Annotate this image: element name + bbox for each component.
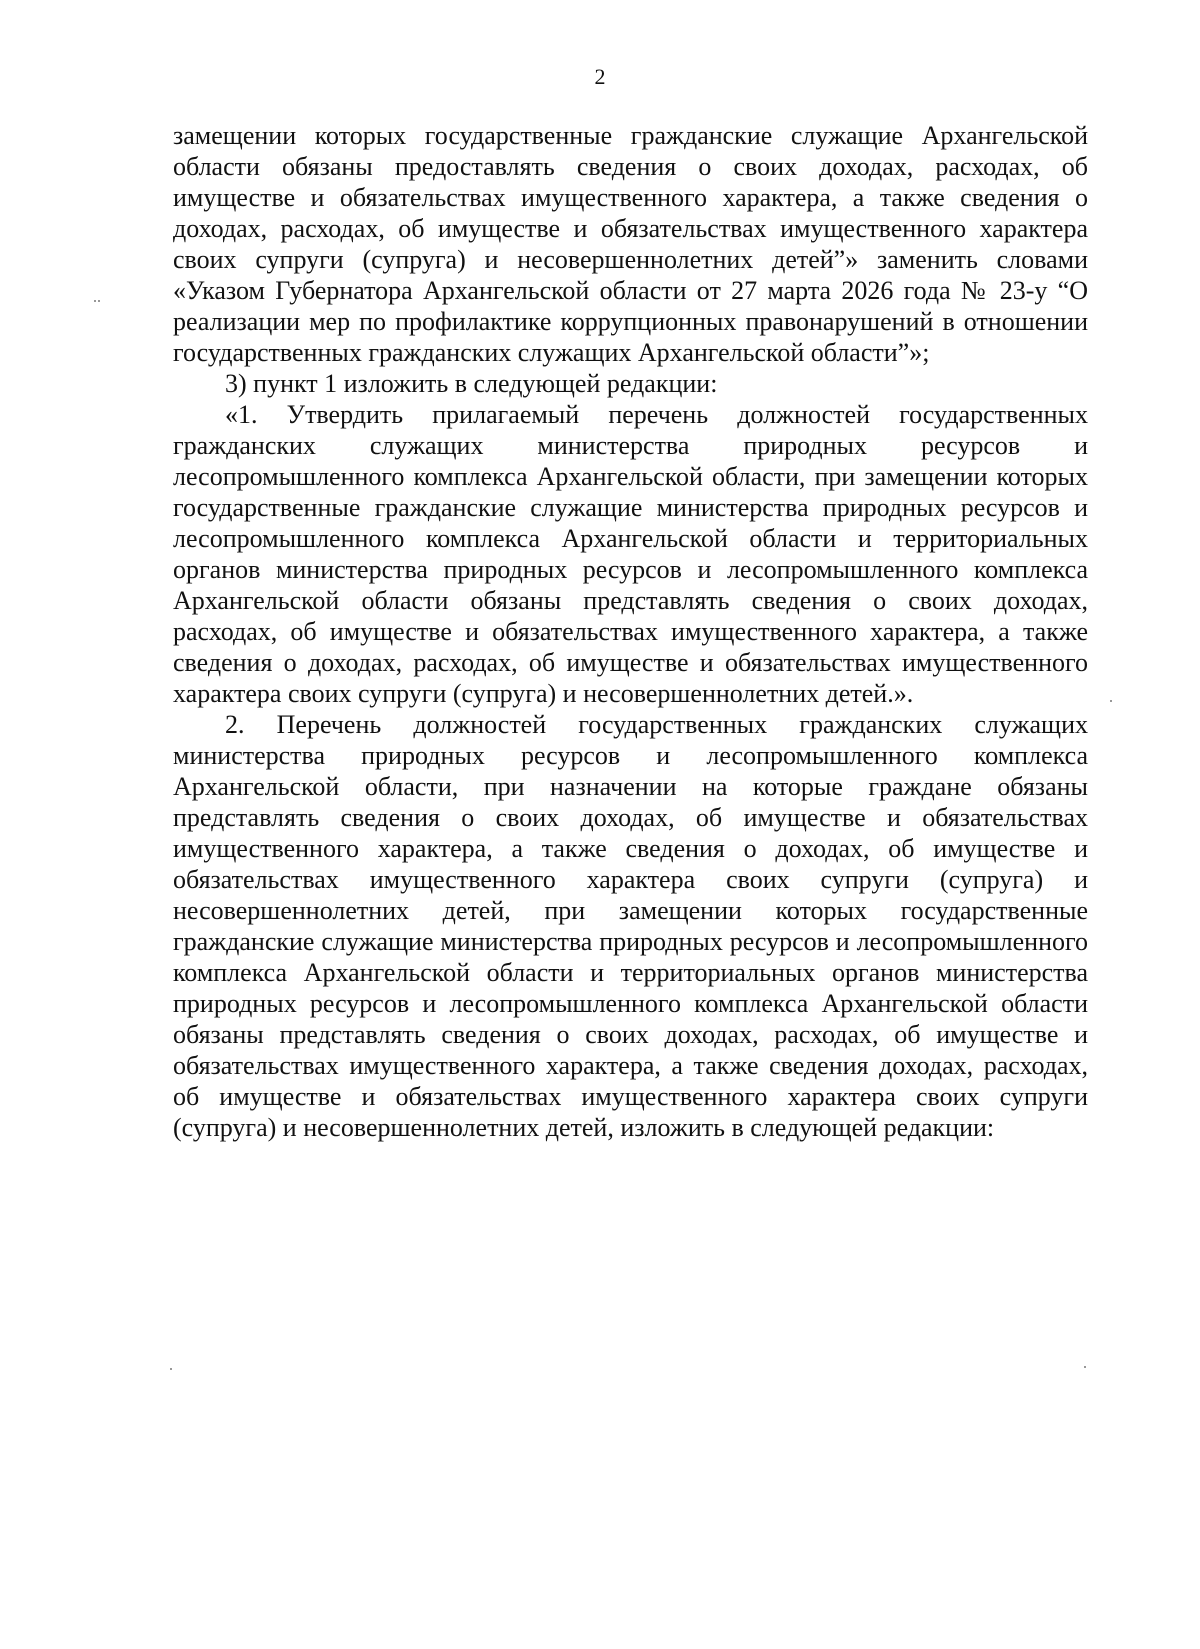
scan-speck xyxy=(1110,700,1112,702)
scan-speck xyxy=(1084,1366,1086,1368)
page-number: 2 xyxy=(594,64,606,89)
paragraph-item-2: 2. Перечень должностей государственных гражданских служащих министерства природных ресурсов и лесопромышленного комплекса Архангельской области, при назначении на которые граждане обязаны представлять сведения о своих доходах, об имуществе и обязательствах имущественного характера, а также сведения о доходах, об имуществе и обязательствах имущественного характера своих супруги (супруга) и несовершеннолетних детей, при замещении которых государственные гражданские служащие министерства природных ресурсов и лесопромышленного комплекса Архангельской области и территориальных органов министерства природных ресурсов и лесопромышленного комплекса Архангельской области обязаны представлять сведения о своих доходах, расходах, об имуществе и обязательствах имущественного характера, а также сведения доходах, расходах, об имуществе и обязательствах имущественного характера своих супруги (супруга) и несовершеннолетних детей, изложить в следующей редакции: xyxy=(173,710,1088,1142)
scan-speck xyxy=(94,300,96,302)
scan-speck xyxy=(98,300,100,302)
paragraph-quoted-item-1: «1. Утвердить прилагаемый перечень должностей государственных гражданских служащих министерства природных ресурсов и лесопромышленного комплекса Архангельской области, при замещении которых государственные гражданские служащие министерства природных ресурсов и лесопромышленного комплекса Архангельской области и территориальных органов министерства природных ресурсов и лесопромышленного комплекса Архангельской области обязаны представлять сведения о своих доходах, расходах, об имуществе и обязательствах имущественного характера, а также сведения о доходах, расходах, об имуществе и обязательствах имущественного характера своих супруги (супруга) и несовершеннолетних детей.». xyxy=(173,400,1088,708)
paragraph-continuation: замещении которых государственные гражданские служащие Архангельской области обязаны предоставлять сведения о своих доходах, расходах, об имуществе и обязательствах имущественного характера, а также сведения о доходах, расходах, об имуществе и обязательствах имущественного характера своих супруги (супруга) и несовершеннолетних детей”» заменить словами «Указом Губернатора Архангельской области от 27 марта 2026 года № 23-у “О реализации мер по профилактике коррупционных правонарушений в отношении государственных гражданских служащих Архангельской области”»; xyxy=(173,121,1088,367)
scan-speck xyxy=(170,1368,172,1370)
document-body xyxy=(173,120,1088,1143)
paragraph-item-3: 3) пункт 1 изложить в следующей редакции: xyxy=(225,369,718,398)
